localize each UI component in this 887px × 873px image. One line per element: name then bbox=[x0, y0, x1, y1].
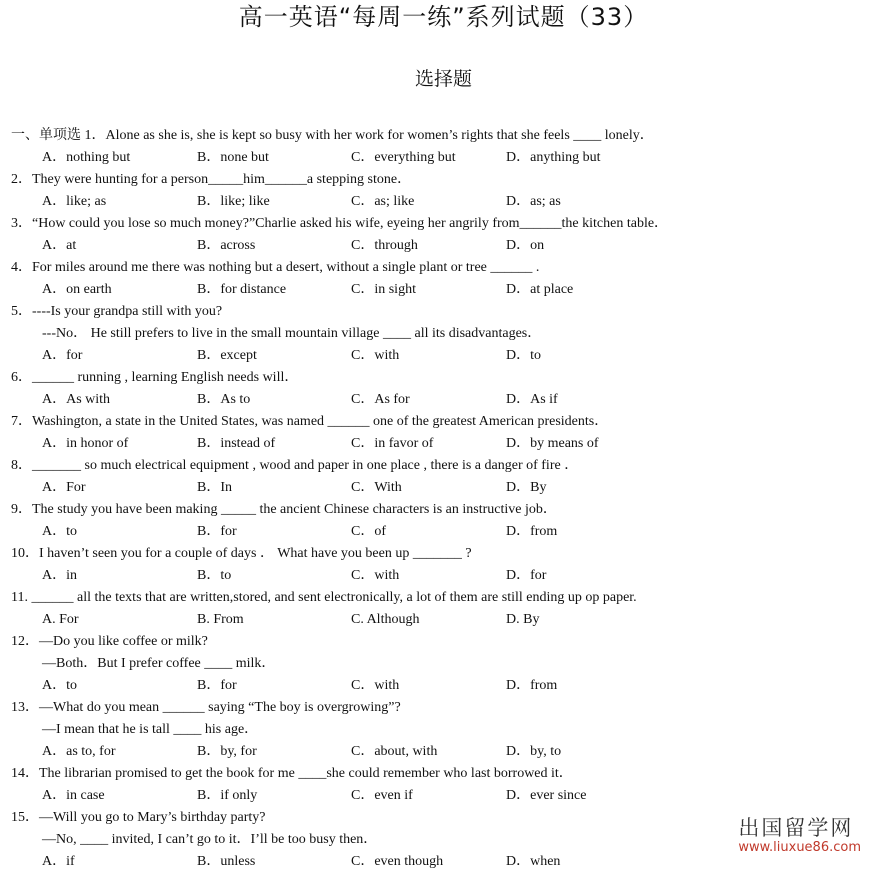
answer-option: C．about, with bbox=[351, 744, 438, 759]
answer-option: D．by, to bbox=[506, 744, 562, 759]
question-stem: 一、单项选 1．Alone as she is, she is kept so busy with her work for women’s rights that she feels ____ lonely． bbox=[11, 128, 654, 143]
watermark-name: 出国留学网 bbox=[738, 816, 854, 840]
question-stem-continuation: ---No． He still prefers to live in the small mountain village ____ all its disadvantages． bbox=[42, 326, 542, 341]
answer-option: C．of bbox=[351, 524, 386, 539]
answer-option: A．as to, for bbox=[42, 744, 116, 759]
site-watermark bbox=[738, 816, 861, 855]
answer-option: C．everything but bbox=[351, 150, 456, 165]
question-stem: 2．They were hunting for a person_____him______a stepping stone． bbox=[11, 172, 412, 187]
answer-option: C．with bbox=[351, 678, 400, 693]
answer-option: A．to bbox=[42, 524, 77, 539]
answer-option: D．to bbox=[506, 348, 541, 363]
answer-option: B．unless bbox=[197, 854, 256, 869]
question-stem-continuation: —Both．But I prefer coffee ____ milk． bbox=[42, 656, 276, 671]
answer-options bbox=[0, 477, 887, 499]
question-item bbox=[0, 455, 887, 499]
answer-option: C．even though bbox=[351, 854, 444, 869]
answer-option: C．with bbox=[351, 568, 400, 583]
answer-option: D．anything but bbox=[506, 150, 601, 165]
answer-option: D．at place bbox=[506, 282, 574, 297]
question-item bbox=[0, 213, 887, 257]
answer-option: A．on earth bbox=[42, 282, 112, 297]
question-stem: 10．I haven’t seen you for a couple of days ． What have you been up _______ ? bbox=[11, 546, 472, 561]
watermark-url: www.liuxue86.com bbox=[738, 840, 861, 855]
answer-option: C．with bbox=[351, 348, 400, 363]
question-item bbox=[0, 301, 887, 367]
question-item bbox=[0, 257, 887, 301]
question-stem: 15．—Will you go to Mary’s birthday party? bbox=[11, 810, 266, 825]
answer-option: A．For bbox=[42, 480, 86, 495]
question-item bbox=[0, 411, 887, 455]
question-list bbox=[0, 125, 887, 873]
question-item bbox=[0, 499, 887, 543]
answer-option: A．nothing but bbox=[42, 150, 131, 165]
answer-option: C．As for bbox=[351, 392, 410, 407]
answer-option: C．in sight bbox=[351, 282, 416, 297]
answer-option: C．in favor of bbox=[351, 436, 434, 451]
question-item bbox=[0, 631, 887, 697]
question-stem: 13．—What do you mean ______ saying “The boy is overgrowing”? bbox=[11, 700, 401, 715]
question-stem: 11. ______ all the texts that are written,stored, and sent electronically, a lot of them are still ending up op paper. bbox=[11, 590, 637, 605]
question-item bbox=[0, 697, 887, 763]
question-stem: 5．----Is your grandpa still with you? bbox=[11, 304, 223, 319]
question-stem: 8．_______ so much electrical equipment , wood and paper in one place , there is a danger of fire ． bbox=[11, 458, 579, 473]
question-item bbox=[0, 587, 887, 631]
answer-option: B. From bbox=[197, 612, 244, 627]
question-item bbox=[0, 367, 887, 411]
answer-option: C．through bbox=[351, 238, 418, 253]
question-stem: 7．Washington, a state in the United States, was named ______ one of the greatest American presidents． bbox=[11, 414, 609, 429]
question-stem: 4．For miles around me there was nothing but a desert, without a single plant or tree ______ . bbox=[11, 260, 540, 275]
answer-option: B．As to bbox=[197, 392, 251, 407]
answer-option: B．across bbox=[197, 238, 256, 253]
answer-option: D．from bbox=[506, 524, 558, 539]
answer-option: A．like; as bbox=[42, 194, 107, 209]
answer-option: A．As with bbox=[42, 392, 111, 407]
answer-option: D．ever since bbox=[506, 788, 587, 803]
question-item bbox=[0, 125, 887, 169]
question-item bbox=[0, 763, 887, 807]
answer-option: C. Although bbox=[351, 612, 420, 627]
answer-option: A．in honor of bbox=[42, 436, 129, 451]
answer-option: B．like; like bbox=[197, 194, 270, 209]
question-stem: 9．The study you have been making _____ the ancient Chinese characters is an instructive job． bbox=[11, 502, 557, 517]
question-stem-continuation: —I mean that he is tall ____ his age． bbox=[42, 722, 259, 737]
answer-options bbox=[0, 279, 887, 301]
page-title: 高一英语“每周一练”系列试题（33） bbox=[238, 3, 649, 31]
answer-options bbox=[0, 235, 887, 257]
answer-option: B．for bbox=[197, 678, 237, 693]
answer-options bbox=[0, 741, 887, 763]
answer-option: D．By bbox=[506, 480, 547, 495]
answer-options bbox=[0, 389, 887, 411]
answer-options bbox=[0, 345, 887, 367]
answer-option: A．in bbox=[42, 568, 77, 583]
answer-option: D．as; as bbox=[506, 194, 561, 209]
answer-option: B．for bbox=[197, 524, 237, 539]
answer-option: B．except bbox=[197, 348, 257, 363]
answer-option: B．to bbox=[197, 568, 232, 583]
answer-options bbox=[0, 191, 887, 213]
question-stem: 12．—Do you like coffee or milk? bbox=[11, 634, 208, 649]
answer-option: D．on bbox=[506, 238, 545, 253]
answer-option: D．for bbox=[506, 568, 547, 583]
answer-option: A．to bbox=[42, 678, 77, 693]
section-subtitle: 选择题 bbox=[414, 68, 472, 90]
answer-option: A．for bbox=[42, 348, 83, 363]
answer-options bbox=[0, 521, 887, 543]
answer-option: B．instead of bbox=[197, 436, 276, 451]
question-stem-continuation: —No, ____ invited, I can’t go to it．I’ll be too busy then． bbox=[42, 832, 378, 847]
answer-option: B．none but bbox=[197, 150, 269, 165]
answer-option: D. By bbox=[506, 612, 540, 627]
question-item bbox=[0, 543, 887, 587]
answer-option: C．even if bbox=[351, 788, 413, 803]
answer-option: B．by, for bbox=[197, 744, 257, 759]
answer-option: D．by means of bbox=[506, 436, 599, 451]
answer-option: A．in case bbox=[42, 788, 105, 803]
answer-options bbox=[0, 565, 887, 587]
answer-options bbox=[0, 609, 887, 631]
answer-option: B．for distance bbox=[197, 282, 287, 297]
answer-option: A．at bbox=[42, 238, 77, 253]
answer-option: B．if only bbox=[197, 788, 258, 803]
question-item bbox=[0, 169, 887, 213]
answer-option: B．In bbox=[197, 480, 232, 495]
answer-option: D．from bbox=[506, 678, 558, 693]
answer-option: A．if bbox=[42, 854, 75, 869]
answer-option: C．With bbox=[351, 480, 402, 495]
answer-option: C．as; like bbox=[351, 194, 415, 209]
answer-option: D．As if bbox=[506, 392, 558, 407]
question-stem: 3．“How could you lose so much money?”Charlie asked his wife, eyeing her angrily from______the kitchen table． bbox=[11, 216, 669, 231]
answer-options bbox=[0, 147, 887, 169]
answer-options bbox=[0, 433, 887, 455]
answer-options bbox=[0, 785, 887, 807]
answer-option: D．when bbox=[506, 854, 561, 869]
question-stem: 14．The librarian promised to get the book for me ____she could remember who last borrowed it． bbox=[11, 766, 573, 781]
question-stem: 6．______ running , learning English needs will． bbox=[11, 370, 299, 385]
answer-options bbox=[0, 675, 887, 697]
answer-option: A. For bbox=[42, 612, 79, 627]
